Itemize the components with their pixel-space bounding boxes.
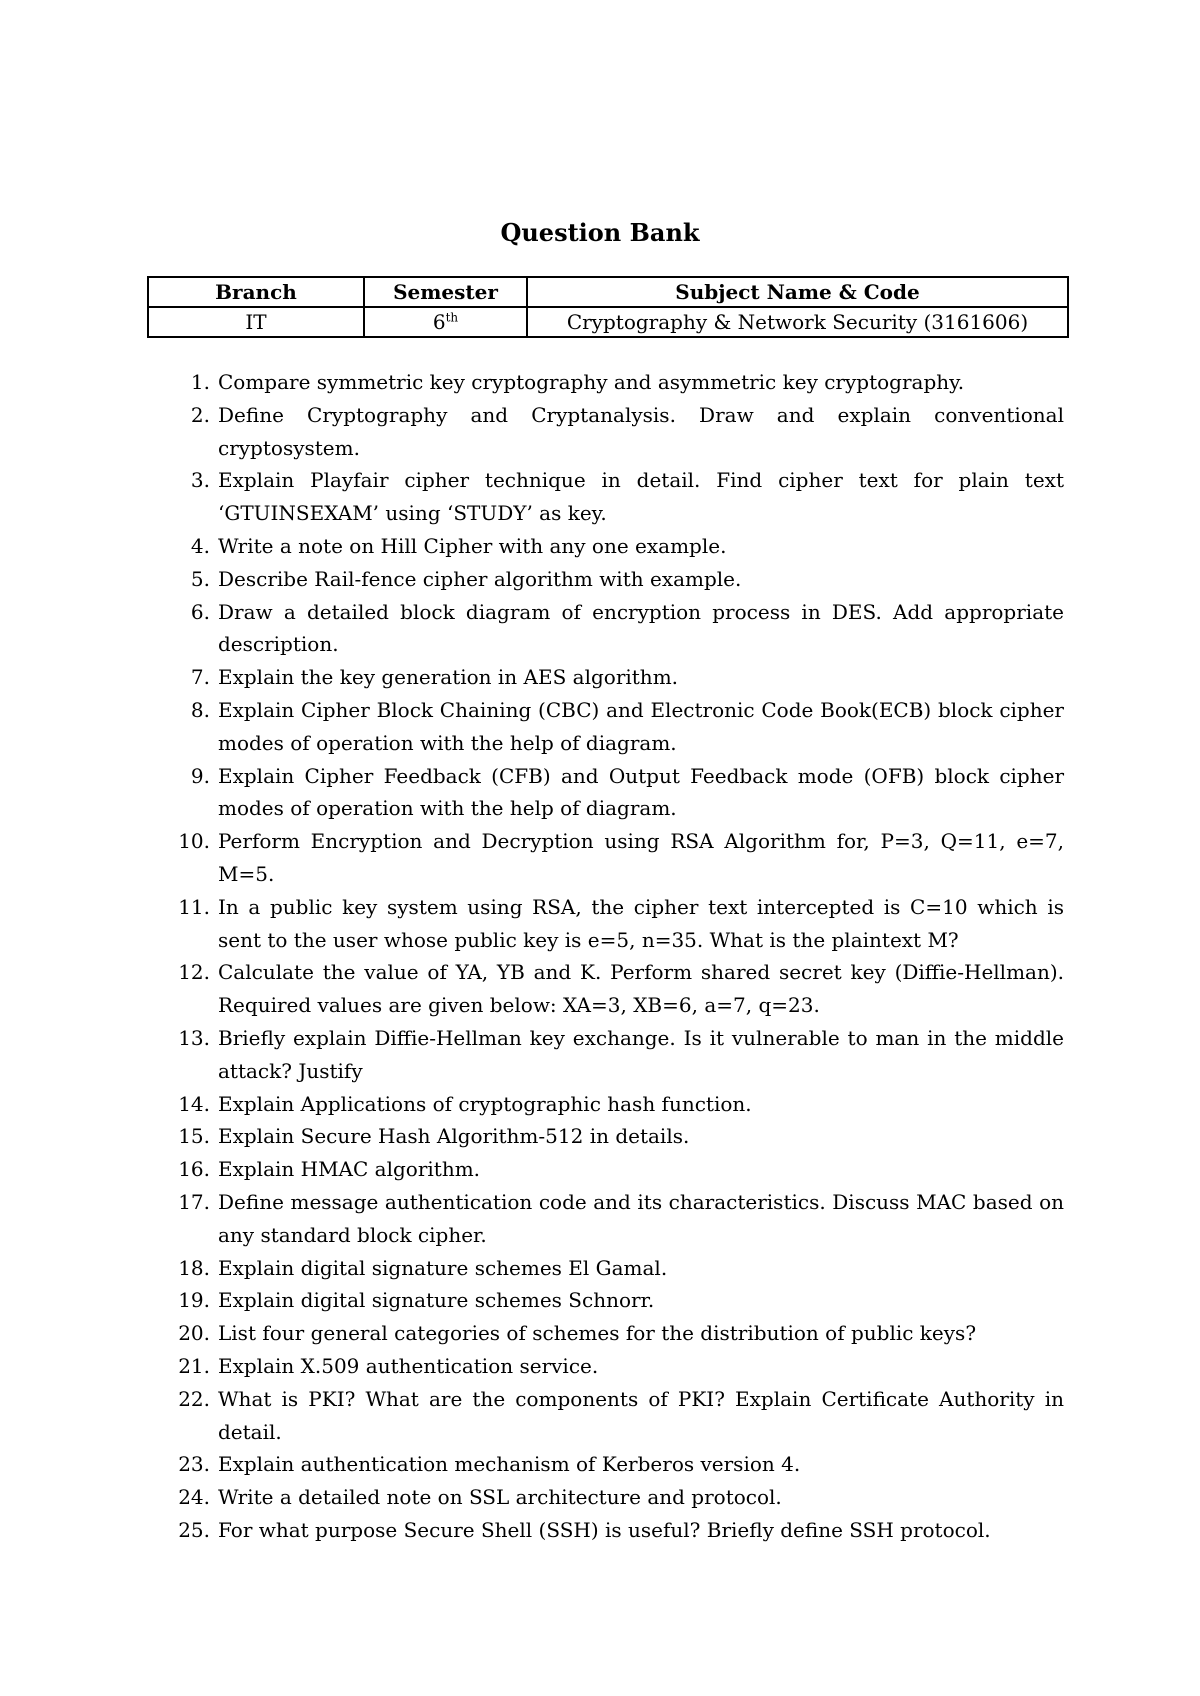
question-item <box>176 1022 1064 1088</box>
question-number: 13. <box>178 1025 210 1050</box>
question-text: Define Cryptography and Cryptanalysis. Draw and explain conventional cryptosystem. <box>218 402 1064 460</box>
question-number: 24. <box>178 1485 210 1510</box>
question-text: For what purpose Secure Shell (SSH) is useful? Briefly define SSH protocol. <box>218 1517 991 1542</box>
question-number: 6. <box>190 599 210 624</box>
question-number: 25. <box>178 1517 210 1542</box>
question-number: 21. <box>178 1353 210 1378</box>
question-number: 9. <box>190 763 210 788</box>
cell-branch: IT <box>148 307 364 337</box>
question-item <box>176 1186 1064 1252</box>
question-number: 4. <box>190 533 210 558</box>
question-text: Explain HMAC algorithm. <box>218 1157 481 1182</box>
question-item <box>176 1448 1064 1481</box>
question-item <box>176 891 1064 957</box>
header-branch: Branch <box>148 277 364 307</box>
question-number: 1. <box>190 370 210 394</box>
header-semester: Semester <box>364 277 527 307</box>
question-item <box>176 464 1064 530</box>
question-number: 8. <box>190 697 210 722</box>
question-text: Perform Encryption and Decryption using RSA Algorithm for, P=3, Q=11, e=7, M=5. <box>218 829 1064 886</box>
question-item <box>176 563 1064 596</box>
question-number: 23. <box>178 1452 210 1477</box>
question-item <box>176 694 1064 760</box>
question-number: 15. <box>178 1124 210 1149</box>
question-number: 12. <box>178 960 210 985</box>
course-info-table <box>147 276 1069 338</box>
question-number: 10. <box>178 829 210 854</box>
question-item <box>176 596 1064 662</box>
question-item <box>176 825 1064 891</box>
question-number: 20. <box>178 1321 210 1346</box>
page-title: Question Bank <box>500 218 700 247</box>
question-number: 16. <box>178 1157 210 1182</box>
question-text: Draw a detailed block diagram of encryption process in DES. Add appropriate description. <box>218 599 1064 657</box>
question-list <box>176 366 1064 1547</box>
question-number: 3. <box>190 468 210 493</box>
question-item <box>176 1120 1064 1153</box>
question-text: Calculate the value of YA, YB and K. Perform shared secret key (Diffie-Hellman). Required values are given below: XA=3, XB=6, a=7, q=23. <box>218 960 1064 1018</box>
semester-number: 6 <box>432 310 446 334</box>
question-text: Explain Cipher Block Chaining (CBC) and Electronic Code Book(ECB) block cipher modes of operation with the help of diagram. <box>218 697 1064 755</box>
question-item <box>176 760 1064 826</box>
question-number: 5. <box>190 566 210 591</box>
question-item <box>176 956 1064 1022</box>
question-text: Write a note on Hill Cipher with any one example. <box>218 533 727 558</box>
question-text: What is PKI? What are the components of PKI? Explain Certificate Authority in detail. <box>218 1386 1064 1444</box>
question-item <box>176 1088 1064 1121</box>
question-text: Describe Rail-fence cipher algorithm with example. <box>218 566 742 591</box>
cell-subject: Cryptography & Network Security (3161606) <box>527 307 1068 337</box>
question-item <box>176 661 1064 694</box>
question-number: 7. <box>190 665 210 690</box>
question-item <box>176 1383 1064 1449</box>
question-item <box>176 1252 1064 1285</box>
question-item <box>176 399 1064 465</box>
question-text: Explain digital signature schemes El Gamal. <box>218 1255 668 1280</box>
question-number: 11. <box>178 894 210 919</box>
question-text: Write a detailed note on SSL architecture and protocol. <box>218 1485 782 1510</box>
question-text: Explain authentication mechanism of Kerberos version 4. <box>218 1452 801 1477</box>
question-item <box>176 1153 1064 1186</box>
question-text: Explain the key generation in AES algorithm. <box>218 665 679 690</box>
question-text: Explain Secure Hash Algorithm-512 in details. <box>218 1124 690 1149</box>
question-text: Explain Playfair cipher technique in detail. Find cipher text for plain text ‘GTUINSEXAM’ using ‘STUDY’ as key. <box>218 468 1064 526</box>
question-item <box>176 366 1064 399</box>
question-number: 17. <box>178 1189 210 1214</box>
question-item <box>176 1514 1064 1547</box>
question-item <box>176 1317 1064 1350</box>
question-text: Explain digital signature schemes Schnorr. <box>218 1288 655 1313</box>
question-number: 18. <box>178 1255 210 1280</box>
question-text: Compare symmetric key cryptography and asymmetric key cryptography. <box>218 370 965 394</box>
question-item <box>176 1350 1064 1383</box>
question-item <box>176 530 1064 563</box>
question-number: 14. <box>178 1091 210 1116</box>
question-text: Explain X.509 authentication service. <box>218 1353 599 1378</box>
header-subject: Subject Name & Code <box>527 277 1068 307</box>
question-text: Explain Cipher Feedback (CFB) and Output Feedback mode (OFB) block cipher modes of operation with the help of diagram. <box>218 763 1064 821</box>
cell-semester <box>364 307 527 337</box>
question-number: 19. <box>178 1288 210 1313</box>
question-text: Explain Applications of cryptographic hash function. <box>218 1091 752 1116</box>
question-text: Briefly explain Diffie-Hellman key exchange. Is it vulnerable to man in the middle attack? Justify <box>218 1025 1064 1083</box>
question-item <box>176 1481 1064 1514</box>
course-info-data-row <box>148 307 1068 337</box>
course-info-header-row <box>148 277 1068 307</box>
question-number: 2. <box>190 402 210 427</box>
question-text: List four general categories of schemes for the distribution of public keys? <box>218 1321 977 1346</box>
semester-suffix: th <box>445 310 459 325</box>
question-item <box>176 1284 1064 1317</box>
question-number: 22. <box>178 1386 210 1411</box>
question-text: Define message authentication code and its characteristics. Discuss MAC based on any standard block cipher. <box>218 1189 1064 1247</box>
question-text: In a public key system using RSA, the cipher text intercepted is C=10 which is sent to the user whose public key is e=5, n=35. What is the plaintext M? <box>218 894 1064 952</box>
